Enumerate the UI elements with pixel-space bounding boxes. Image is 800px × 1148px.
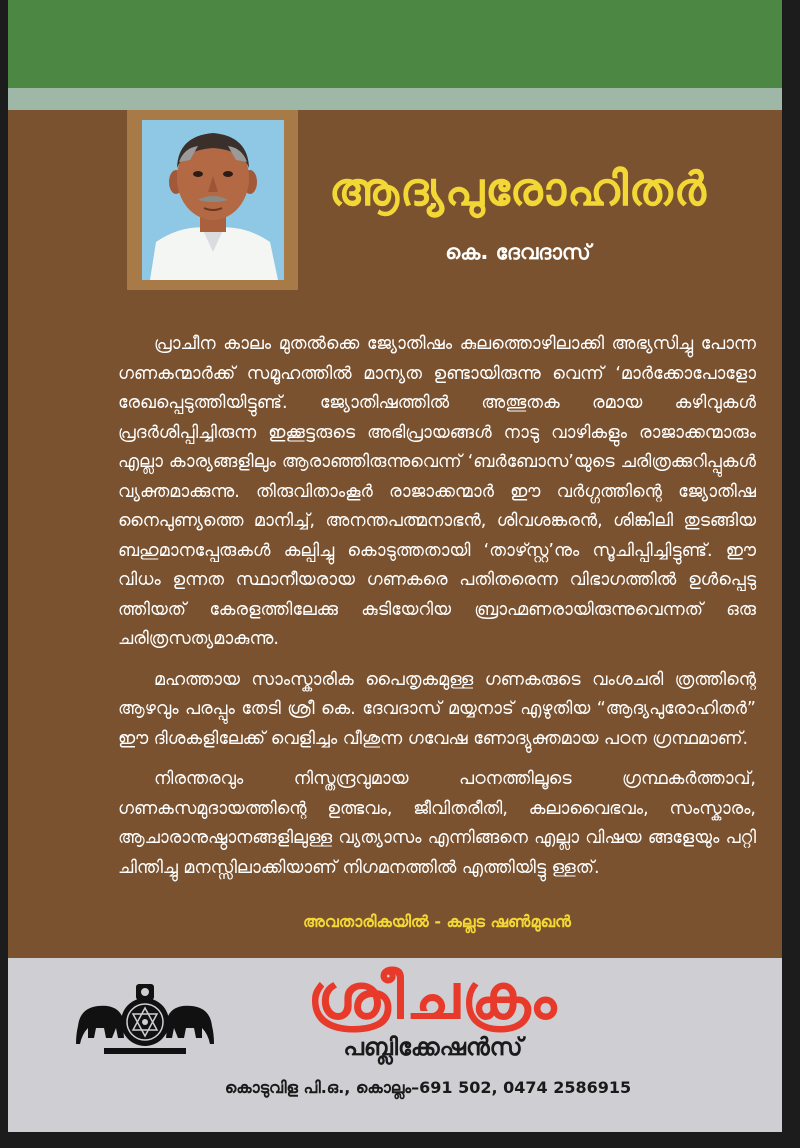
blurb-paragraph-3: നിരന്തരവും നിസ്തന്ദ്രവുമായ പഠനത്തിലൂടെ ഗ്രന്ഥകർത്താവ്, ഗണകസമുദായത്തിന്റെ ഉത്ഭവം, ജീവിതരീതി, കലാവൈഭവം, സംസ്കാരം, ആചാരാനുഷ്ഠാനങ്ങളിലുള്ള വ്യത്യാസം എന്നിങ്ങനെ എല്ലാ വിഷയ ങ്ങളേയും പറ്റി ചിന്തിച്ചു മനസ്സിലാക്കിയാണ് നിഗമനത്തിൽ എത്തിയിട്ടു ള്ളത്. xyxy=(118,769,756,878)
back-cover xyxy=(8,0,782,1132)
blurb-paragraph-1: പ്രാചീന കാലം മുതൽക്കെ ജ്യോതിഷം കുലത്തൊഴിലാക്കി അഭ്യസിച്ചു പോന്ന ഗണകന്മാർക്ക് സമൂഹത്തിൽ മാന്യത ഉണ്ടായിരുന്നു വെന്ന് ‘മാർക്കോപോളോ രേഖപ്പെടുത്തിയിട്ടുണ്ട്. ജ്യോതിഷത്തിൽ അത്ഭുതക രമായ കഴിവുകൾ പ്രദർശിപ്പിച്ചിരുന്ന ഇക്കൂട്ടരുടെ അഭിപ്രായങ്ങൾ നാടു വാഴികളും രാജാക്കന്മാരും എല്ലാ കാര്യങ്ങളിലും ആരാഞ്ഞിരുന്നുവെന്ന് ‘ബർബോസ’യുടെ ചരിത്രക്കുറിപ്പുകൾ വ്യക്തമാക്കുന്നു. തിരുവിതാംകൂർ രാജാക്കന്മാർ ഈ വർഗ്ഗത്തിന്റെ ജ്യോതിഷ നൈപുണ്യത്തെ മാനിച്ച്, അനന്തപത്മനാഭൻ, ശിവശങ്കരൻ, ശിങ്കിലി തുടങ്ങിയ ബഹുമാനപ്പേരുകൾ കല്പിച്ചു കൊടുത്തതായി ‘താഴ്സ്റ്റ’നും സൂചിപ്പിച്ചിട്ടുണ്ട്. ഈ വിധം ഉന്നത സ്ഥാനീയരായ ഗണകരെ പതിതരെന്ന വിഭാഗത്തിൽ ഉൾപ്പെടു ത്തിയത് കേരളത്തിലേക്കു കുടിയേറിയ ബ്രാഹ്മണരായിരുന്നുവെന്നത് ഒരു ചരിത്രസത്യമാകുന്നു. xyxy=(118,334,756,649)
top-green-band xyxy=(8,0,782,88)
top-stripe xyxy=(8,88,782,110)
author-portrait-illustration xyxy=(142,120,284,280)
publisher-name: ശ്രീചക്രം xyxy=(307,960,559,1033)
elephants-emblem-icon xyxy=(74,978,216,1058)
author-photo xyxy=(142,120,284,280)
author-name: കെ. ദേവദാസ് xyxy=(445,240,591,264)
publisher-subtitle: പബ്ലിക്കേഷൻസ് xyxy=(343,1033,523,1061)
blurb-text xyxy=(118,330,756,894)
author-photo-frame xyxy=(127,110,298,290)
publisher-address: കൊടുവിള പി.ഒ., കൊല്ലം–691 502, 0474 2586915 xyxy=(224,1078,632,1097)
book-title: ആദ്യപുരോഹിതർ xyxy=(328,162,708,216)
blurb-paragraph-2: മഹത്തായ സാംസ്കാരിക പൈതൃകമുള്ള ഗണകരുടെ വംശചരി ത്രത്തിന്റെ ആഴവും പരപ്പും തേടി ശ്രീ കെ. ദേവദാസ് മയ്യനാട് എഴുതിയ “ആദ്യപുരോഹിതർ” ഈ ദിശകളിലേക്ക് വെളിച്ചം വീശുന്ന ഗവേഷ ണോദ്യുക്തമായ പഠന ഗ്രന്ഥമാണ്. xyxy=(118,669,756,749)
publisher-logo xyxy=(74,978,216,1058)
foreword-attribution: അവതാരികയിൽ - കല്ലട ഷൺമുഖൻ xyxy=(303,912,571,931)
